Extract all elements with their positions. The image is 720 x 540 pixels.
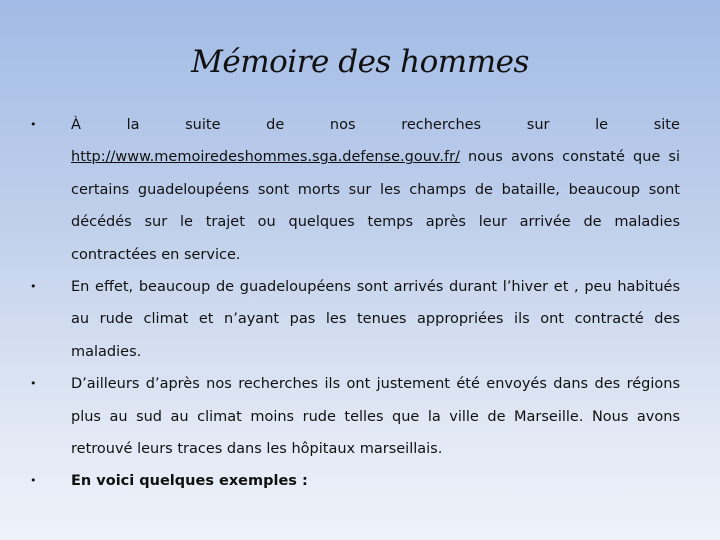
word: suite (185, 117, 221, 133)
bullet-item-4 (30, 465, 680, 497)
bullet-1-first-line (71, 109, 680, 141)
memoire-des-hommes-link[interactable]: http://www.memoiredeshommes.sga.defense.gouv.fr/ (71, 149, 460, 166)
slide-title: Mémoire des hommes (191, 44, 529, 80)
bullet-3-text: D’ailleurs d’après nos recherches ils ont justement été envoyés dans des régions plus au sud au climat moins rude telles que la ville de Marseille. Nous avons retrouvé leurs traces dans les hôpitaux marseillais. (71, 376, 680, 458)
word: la (126, 117, 140, 133)
bullet-marker: • (30, 474, 37, 488)
bullet-marker: • (30, 280, 37, 294)
bullet-marker: • (30, 118, 37, 131)
word: nos (329, 117, 356, 133)
bullet-1-body (71, 141, 680, 271)
word: de (266, 117, 285, 133)
bullet-marker: • (30, 377, 37, 391)
word: À (71, 117, 81, 133)
word: recherches (401, 117, 482, 133)
word: le (595, 117, 609, 133)
bullet-2-text: En effet, beaucoup de guadeloupéens sont arrivés durant l’hiver et , peu habitués au rude climat et n’ayant pas les tenues appropriées ils ont contracté des maladies. (71, 279, 680, 360)
bullet-list (30, 109, 680, 498)
bullet-item-2 (30, 271, 680, 368)
bullet-item-3 (30, 368, 680, 465)
bullet-4-text: En voici quelques exemples : (71, 473, 308, 490)
word: site (653, 117, 680, 133)
bullet-item-1 (30, 109, 680, 271)
bullet-1-text: nous avons constaté que si certains guadeloupéens sont morts sur les champs de bataille, beaucoup sont décédés sur le trajet ou quelques temps après leur arrivée de maladies contractées en service. (71, 149, 680, 263)
word: sur (526, 117, 550, 133)
